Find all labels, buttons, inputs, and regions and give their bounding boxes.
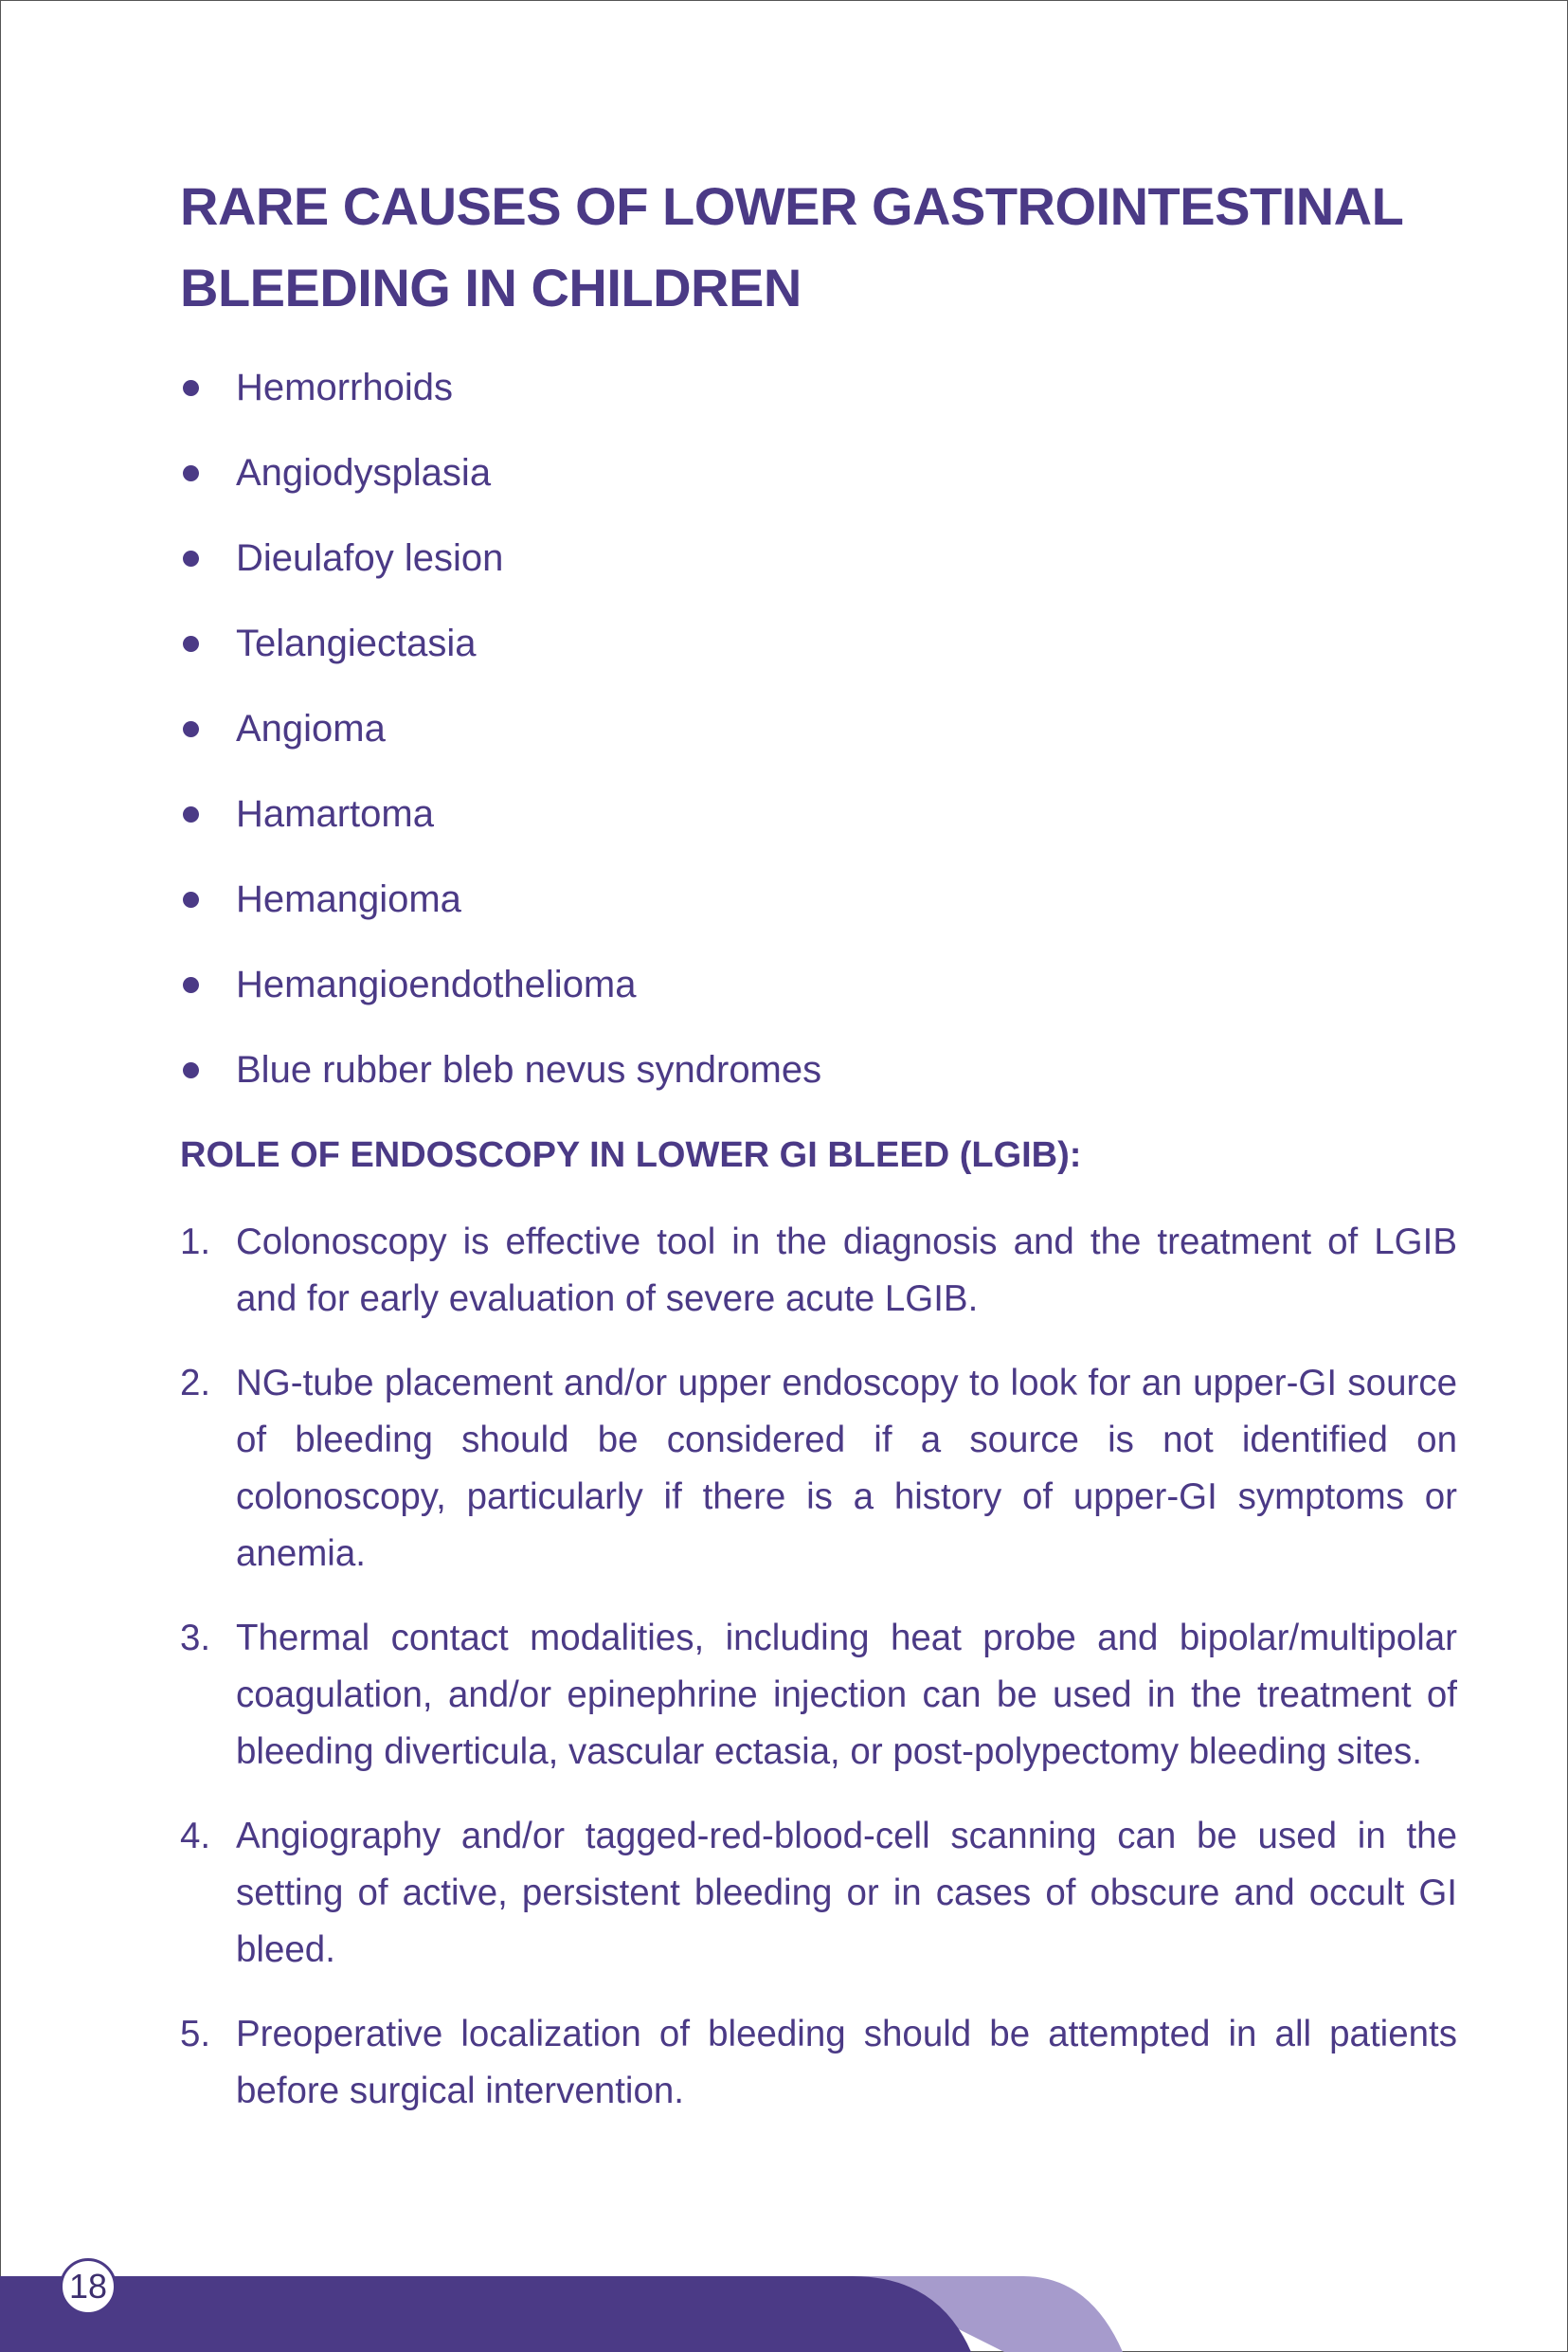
bullet-icon xyxy=(183,806,199,823)
list-item-label: Hemangioendothelioma xyxy=(236,964,637,1005)
section-heading: ROLE OF ENDOSCOPY IN LOWER GI BLEED (LGIB): xyxy=(180,1135,1082,1175)
bullet-icon xyxy=(183,977,199,993)
item-number: 3. xyxy=(180,1618,211,1658)
bullet-icon xyxy=(183,892,199,908)
bullet-icon xyxy=(183,380,199,396)
item-number: 2. xyxy=(180,1363,211,1403)
numbered-item xyxy=(180,1355,1457,1583)
list-item xyxy=(180,962,1457,1007)
item-number: 1. xyxy=(180,1221,211,1262)
list-item xyxy=(180,621,1457,666)
list-item xyxy=(180,450,1457,496)
numbered-item xyxy=(180,2006,1457,2120)
list-item-label: Hemangioma xyxy=(236,878,461,920)
numbered-item xyxy=(180,1610,1457,1781)
list-item-label: Telangiectasia xyxy=(236,623,477,664)
page-title xyxy=(180,166,1457,329)
bullet-icon xyxy=(183,636,199,652)
page-content xyxy=(180,166,1457,2147)
list-item-label: Blue rubber bleb nevus syndromes xyxy=(236,1049,822,1091)
rare-causes-list xyxy=(180,365,1457,1093)
bullet-icon xyxy=(183,1062,199,1078)
bullet-icon xyxy=(183,551,199,567)
item-number: 4. xyxy=(180,1816,211,1856)
list-item xyxy=(180,877,1457,922)
list-item-label: Dieulafoy lesion xyxy=(236,537,504,579)
item-text: Preoperative localization of bleeding should be attempted in all patients before surgical intervention. xyxy=(236,2014,1457,2111)
page-title-line-1: RARE CAUSES OF LOWER GASTROINTESTINAL xyxy=(180,176,1404,236)
footer-band xyxy=(0,2276,1568,2352)
endoscopy-role-list xyxy=(180,1214,1457,2120)
list-item xyxy=(180,535,1457,581)
bullet-icon xyxy=(183,465,199,481)
list-item-label: Hamartoma xyxy=(236,793,434,835)
footer-wave xyxy=(0,2276,1568,2352)
list-item xyxy=(180,706,1457,751)
item-text: Thermal contact modalities, including heat probe and bipolar/multipolar coagulation, and/or epinephrine injection can be used in the treatment of bleeding diverticula, vascular ectasia, or post-polypectomy bleeding sites. xyxy=(236,1618,1457,1772)
list-item xyxy=(180,1047,1457,1093)
list-item xyxy=(180,791,1457,837)
item-text: Angiography and/or tagged-red-blood-cell scanning can be used in the setting of active, persistent bleeding or in cases of obscure and occult GI bleed. xyxy=(236,1816,1457,1970)
numbered-item xyxy=(180,1808,1457,1979)
page-title-line-2: BLEEDING IN CHILDREN xyxy=(180,258,802,317)
item-text: Colonoscopy is effective tool in the diagnosis and the treatment of LGIB and for early evaluation of severe acute LGIB. xyxy=(236,1221,1457,1319)
page-number-badge: 18 xyxy=(60,2258,117,2315)
list-item xyxy=(180,365,1457,410)
numbered-item xyxy=(180,1214,1457,1328)
bullet-icon xyxy=(183,721,199,737)
item-text: NG-tube placement and/or upper endoscopy to look for an upper-GI source of bleeding should be considered if a source is not identified on colonoscopy, particularly if there is a history of upper-GI symptoms or anemia. xyxy=(236,1363,1457,1574)
list-item-label: Angiodysplasia xyxy=(236,452,492,494)
list-item-label: Angioma xyxy=(236,708,386,750)
item-number: 5. xyxy=(180,2014,211,2054)
list-item-label: Hemorrhoids xyxy=(236,367,453,408)
